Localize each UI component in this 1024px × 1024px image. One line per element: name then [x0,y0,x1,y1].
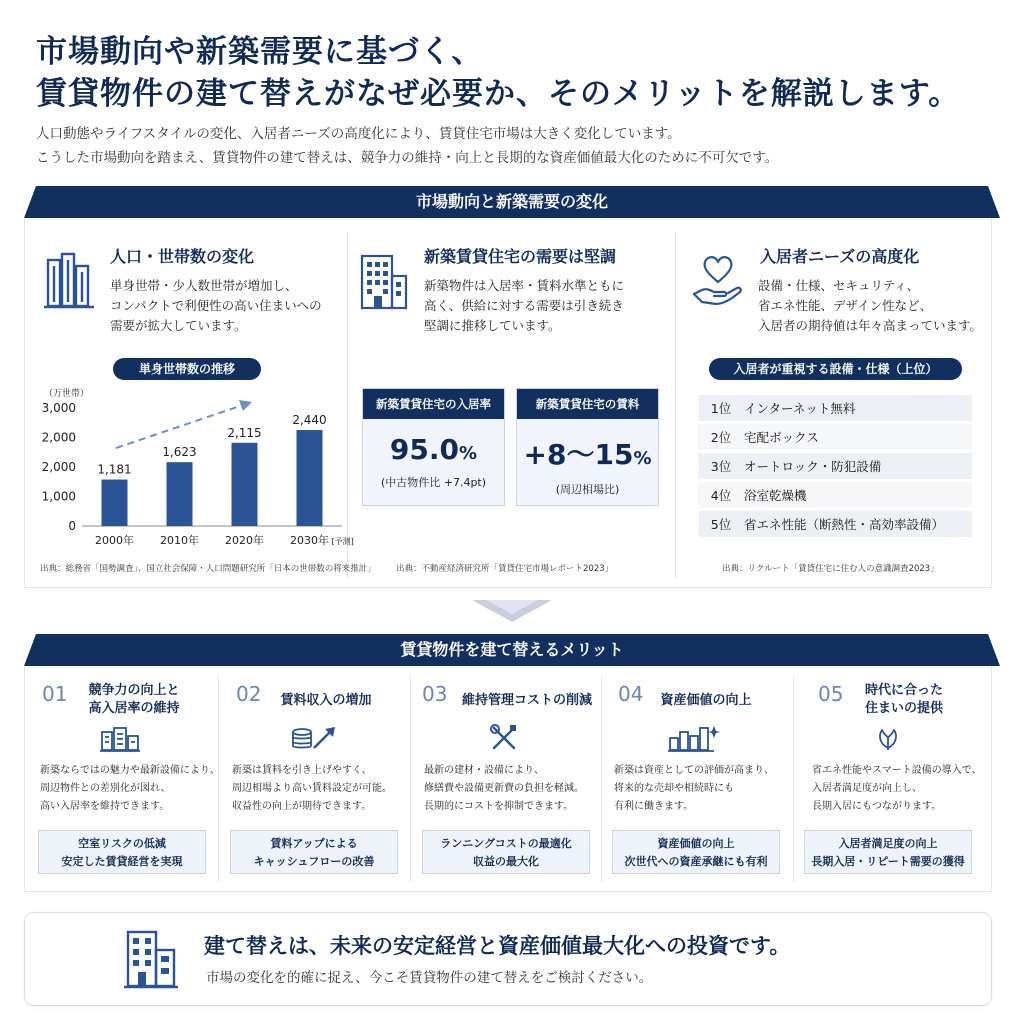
y-tick-label: 3,000 [41,401,76,415]
footer-title: 建て替えは、未来の安定経営と資産価値最大化への投資です。 [204,933,791,958]
benefit-box-line: 空室リスクの低減 [78,837,166,850]
chart-pill: 単身世帯数の推移 [113,358,261,380]
apartment-icon [358,254,410,310]
benefit-box-line: 資産価値の向上 [657,837,735,850]
heart-hand-icon [690,252,746,308]
benefit-text-line: 修繕費や設備更新費の負担を軽減。 [424,783,584,794]
col3-title: 入居者ニーズの高度化 [760,247,920,266]
rank-item: 宅配ボックス [744,430,819,445]
ranking-row [698,511,972,538]
col1-text-line: 単身世帯・少人数世帯が増加し、 [110,278,298,293]
benefit-text [232,762,392,816]
col2-text-line: 高く、供給に対する需要は引き続き [424,298,624,313]
benefit-number: 03 [422,682,448,706]
benefit-text-line: 収益性の向上が期待できます。 [232,801,372,812]
rank-item: オートロック・防犯設備 [744,459,882,474]
benefit-box-line: キャッシュフローの改善 [253,855,375,868]
divider [601,676,602,882]
coins-up-icon [290,724,338,752]
leaf-icon [874,724,902,752]
divider [347,232,348,578]
rank-item: 浴室乾燥機 [744,488,807,503]
col1-text-line: コンパクトで利便性の高い住まいへの [110,298,322,313]
kpi-value [517,433,658,473]
x-tick-label: 2010年 [160,534,199,547]
divider [410,676,411,882]
x-tick-label: 2000年 [95,534,134,547]
benefits-band-title: 賃貸物件を建て替えるメリット [400,640,624,659]
benefit-text-line: 長期入居にもつながります。 [812,801,942,812]
bar [232,443,258,526]
forecast-note: [予測] [331,537,354,546]
trend-arrow-head [239,400,252,411]
benefits-band [24,634,1000,666]
benefit-title-line: 高入居率の維持 [88,701,180,716]
benefit-text [424,762,584,816]
ranking-row [698,424,972,451]
benefit-text-line: 入居者満足度が向上し、 [812,783,922,794]
kpi-unit: % [459,443,478,464]
bar-value-label: 2,440 [292,413,327,428]
page-title-line2: 賃貸物件の建て替えがなぜ必要か、そのメリットを解説します。 [36,76,961,112]
col3-source: 出典：リクルート「賃貸住宅に住む人の意識調査2023」 [722,564,939,574]
benefit-title [82,682,186,718]
kpi-occupancy [362,388,505,506]
col2-text-line: 新築物件は入居率・賃料水準ともに [424,278,625,293]
benefit-box-line: 安定した賃貸経営を実現 [61,855,183,868]
benefit-text-line: 有利に働きます。 [614,801,694,812]
lead-text-line2: こうした市場動向を踏まえ、賃貸物件の建て替えは、競争力の維持・向上と長期的な資産価値最大化のために不可欠です。 [36,150,779,166]
benefit-box-line: 入居者満足度の向上 [838,837,938,850]
bar-value-label: 1,181 [97,462,132,477]
benefit-box-line: ランニングコストの最適化 [440,837,572,850]
col2-title: 新築賃貸住宅の需要は堅調 [424,247,617,266]
divider [793,676,794,882]
benefit-title-line: 賃料収入の増加 [280,693,372,708]
col1-title: 人口・世帯数の変化 [110,247,255,266]
benefit-box [230,830,398,874]
col2-source: 出典：不動産経済研究所「賃貸住宅市場レポート2023」 [396,564,614,574]
rank-label: 5位 [710,517,732,532]
benefit-title [852,682,956,718]
y-tick-label: 1,000 [41,489,76,504]
col3-text-line: 省エネ性能、デザイン性など、 [758,298,933,313]
benefit-box [38,830,206,874]
rank-item: インターネット無料 [744,401,856,416]
benefit-text-line: 高い入居率を維持できます。 [40,801,170,812]
benefit-title [654,692,758,710]
col2-text-line: 堅調に推移しています。 [424,318,561,333]
col1-text [110,276,322,336]
kpi-head: 新築賃貸住宅の賃料 [517,389,658,419]
y-tick-label: 2,000 [41,460,76,474]
rank-label: 1位 [710,401,732,416]
benefit-number: 02 [236,682,262,706]
market-band-title: 市場動向と新築需要の変化 [415,192,608,211]
kpi-sub: (周辺相場比) [555,483,620,496]
benefit-title-line: 資産価値の向上 [660,693,752,708]
kpi-value [363,433,504,466]
x-tick-label: 2030年 [290,534,329,547]
ranking-row [698,453,972,480]
benefit-title-line: 維持管理コストの削減 [461,693,592,708]
benefit-number: 05 [818,682,844,706]
benefit-box [804,830,972,874]
divider [675,232,676,578]
ranking-row [698,395,972,422]
lead-text-line1: 人口動態やライフスタイルの変化、入居者ニーズの高度化により、賃貸住宅市場は大きく変化しています。 [36,126,681,142]
benefit-box [612,830,780,874]
benefit-text-line: 長期的にコストを抑制できます。 [424,801,574,812]
bar [297,430,323,526]
kpi-sub: (中古物件比 +7.4pt) [380,476,487,489]
benefit-title-line: 住まいの提供 [864,701,943,716]
col1-source: 出典：総務省「国勢調査」、国立社会保障・人口問題研究所「日本の世帯数の将来推計」 [40,564,376,574]
benefit-text-line: 将来的な売却や相続時にも [614,783,734,794]
household-chart [36,384,354,556]
benefit-title [274,692,378,710]
benefit-number: 01 [42,682,68,706]
col3-text [758,276,982,336]
building-block-icon [100,726,140,752]
kpi-head: 新築賃貸住宅の入居率 [363,389,504,419]
benefit-text-line: 省エネ性能やスマート設備の導入で、 [812,765,982,776]
kpi-number: 95.0 [389,433,460,466]
rank-label: 3位 [710,459,732,474]
bar [102,480,128,526]
benefit-text-line: 新築ならではの魅力や最新設備により、 [40,765,220,776]
y-tick-label: 2,000 [41,430,76,445]
y-tick-label: 0 [68,519,76,533]
benefit-text [812,762,982,816]
benefit-text [40,762,220,816]
kpi-number: +8〜15 [523,438,634,471]
footer-subtitle: 市場の変化を的確に捉え、今こそ賃貸物件の建て替えをご検討ください。 [206,970,653,986]
rank-label: 4位 [710,488,732,503]
benefit-box-line: 次世代への資産承継にも有利 [624,855,768,868]
benefit-title-line: 時代に合った [864,683,943,698]
benefit-number: 04 [618,682,644,706]
chevron-down-icon [472,598,552,624]
benefit-text-line: 新築は資産としての評価が高まり、 [614,765,774,776]
bar [167,462,193,526]
ranking-pill: 入居者が重視する設備・仕様（上位） [709,358,962,380]
col1-text-line: 需要が拡大しています。 [110,318,247,333]
benefit-box-line: 収益の最大化 [473,855,539,868]
kpi-unit: % [633,448,652,469]
chart-ylabel: （万世帯） [44,389,90,399]
bar-value-label: 1,623 [162,445,197,460]
benefit-box-line: 賃料アップによる [270,837,358,850]
benefit-title-line: 競争力の向上と [88,683,180,698]
col2-text [424,276,624,336]
col3-text-line: 設備・仕様、セキュリティ、 [758,278,920,293]
city-chart-icon [668,724,720,752]
rank-label: 2位 [710,430,732,445]
kpi-rent [516,388,659,506]
market-band [24,186,1000,218]
benefit-title [458,692,596,710]
benefit-box-line: 長期入居・リピート需要の獲得 [811,855,965,868]
benefit-text-line: 周辺物件との差別化が図れ、 [40,783,171,794]
bar-value-label: 2,115 [227,425,262,440]
benefit-box [422,830,590,874]
rank-item: 省エネ性能（断熱性・高効率設備） [744,517,945,532]
x-tick-label: 2020年 [225,534,264,547]
benefit-text-line: 新築は賃料を引き上げやすく、 [232,765,372,776]
benefit-text [614,762,774,816]
page-title-line1: 市場動向や新築需要に基づく、 [36,34,484,70]
benefit-text-line: 最新の建材・設備により、 [424,765,544,776]
office-building-icon [124,928,178,990]
buildings-icon [44,250,94,310]
tools-icon [490,724,518,752]
benefit-text-line: 周辺相場より高い賃料設定が可能。 [232,783,392,794]
ranking-row [698,482,972,509]
col3-text-line: 入居者の期待値は年々高まっています。 [758,318,983,333]
